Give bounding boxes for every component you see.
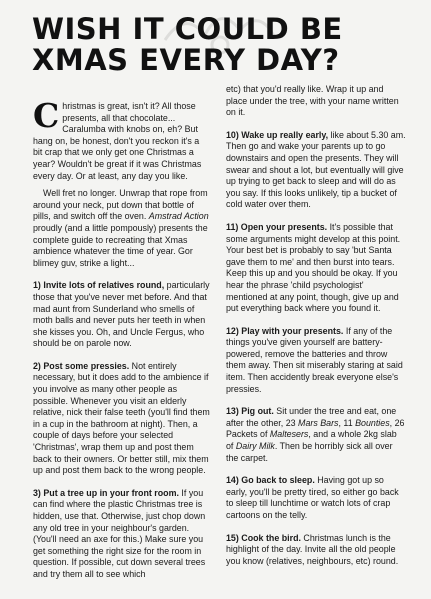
intro-text: hristmas is great, isn't it? All those presents, all that chocolate... Caralumba with knobs on, eh? But hang on, be honest, don't you reckon it's a bit crap that we only get one Christmas a year? Wouldn't be great if it was Christmas every day. Or at least, any day you like. [33,101,202,181]
left-column [33,96,211,587]
tip-13: 13) Pig out. Sit under the tree and eat, one after the other, 23 Mars Bars, 11 Bounties, 26 Packets of Maltesers, and a whole 2kg slab of Dairy Milk. Then be horribly sick all over the carpet. [226,406,405,463]
intro-paragraph-2: Well fret no longer. Unwrap that rope from around your neck, put down that bottle of pills, and switch off the oven. Amstrad Action proudly (and a little pompously) presents the complete guide to recreating that Xmas ambience whatever the time of year. Gor blimey guv, strike a light... [33,188,209,268]
tip-11 [226,222,406,315]
tip-body: Christmas lunch is the highlight of the day. Invite all the old people you know (relatives, neighbours, etc) round. [226,532,399,566]
page-title [32,14,392,76]
tip-body: particularly those that you've never met before. And that mad aunt from Sunderland who smells of moth balls and never puts her teeth in when she kisses you. Oh, and Uncle Fergus, who should be on parole now. [33,280,210,349]
tip-body: It's possible that some arguments might develop at this point. Your best bet is probably to say 'but Santa gave them to me' and then burst into tears. Keep this up and you should be okay. If you hear the phrase 'child psychologist' mentioned at any point, though, give up and put everything back where you found it. [226,221,401,314]
title-line-1: WISH IT COULD BE [32,12,343,46]
tip-body: If any of the things you've given yourself are battery-powered, remove the batteries and throw them away. Then sit miserably staring at said item. Then accidently break everyone else's pressies. [226,325,403,394]
tip-heading: 2) Post some pressies. [33,360,130,371]
tip-body: If you can find where the plastic Christmas tree is hidden, use that. Otherwise, just chop down any old tree in your neighbour's garden. (You'll need an axe for this.) Make sure you get something the right size for the room in question. If possible, cut down several trees and try them all to see which [33,487,206,579]
tip-heading: 14) Go back to sleep. [226,475,315,486]
tip-heading: 1) Invite lots of relatives round, [33,280,165,291]
tip-body: Having got up so early, you'll be pretty tired, so either go back to sleep till lunchtime or watch lots of crap cartoons on the telly. [226,475,399,520]
intro-paragraph [33,96,211,182]
right-column [226,84,406,573]
tip-heading: 15) Cook the bird. [226,532,301,543]
tip-14 [226,475,406,521]
tip-15 [226,533,406,568]
tip-body: like about 5.30 am. Then go and wake your parents up to go downstairs and open the presents. They will swear and shout a lot, but eventually will give up trying to get back to sleep and will do as you say. If this looks unlikely, tip a bucket of cold water over them. [226,129,406,210]
tip-10 [226,130,406,211]
tip-body: Not entirely necessary, but it does add to the ambience if you involve as many other people as possible. Whenever you visit an elderly relative, nick their false teeth (you'll find them in a cup in the bathroom at night). Then, a couple of days before your selected 'Christmas', wrap them up and post them back to their owners. Or better still, mix them up and post them back to the wrong people. [33,360,210,476]
tip-12 [226,326,406,396]
tip-heading: 12) Play with your presents. [226,325,344,336]
magazine-name: Amstrad Action [148,211,209,222]
tip-heading: 3) Put a tree up in your front room. [33,487,179,498]
tip-continued: etc) that you'd really like. Wrap it up and place under the tree, with your name written on it. [226,84,399,118]
title-line-2: XMAS EVERY DAY? [32,43,340,77]
tip-heading: 11) Open your presents. [226,221,328,232]
drop-cap: C [33,96,60,135]
tip-1 [33,280,211,350]
tip-2 [33,361,211,477]
tip-heading: 13) Pig out. [226,406,274,417]
tip-3 [33,488,211,581]
tip-heading: 10) Wake up really early, [226,129,329,140]
